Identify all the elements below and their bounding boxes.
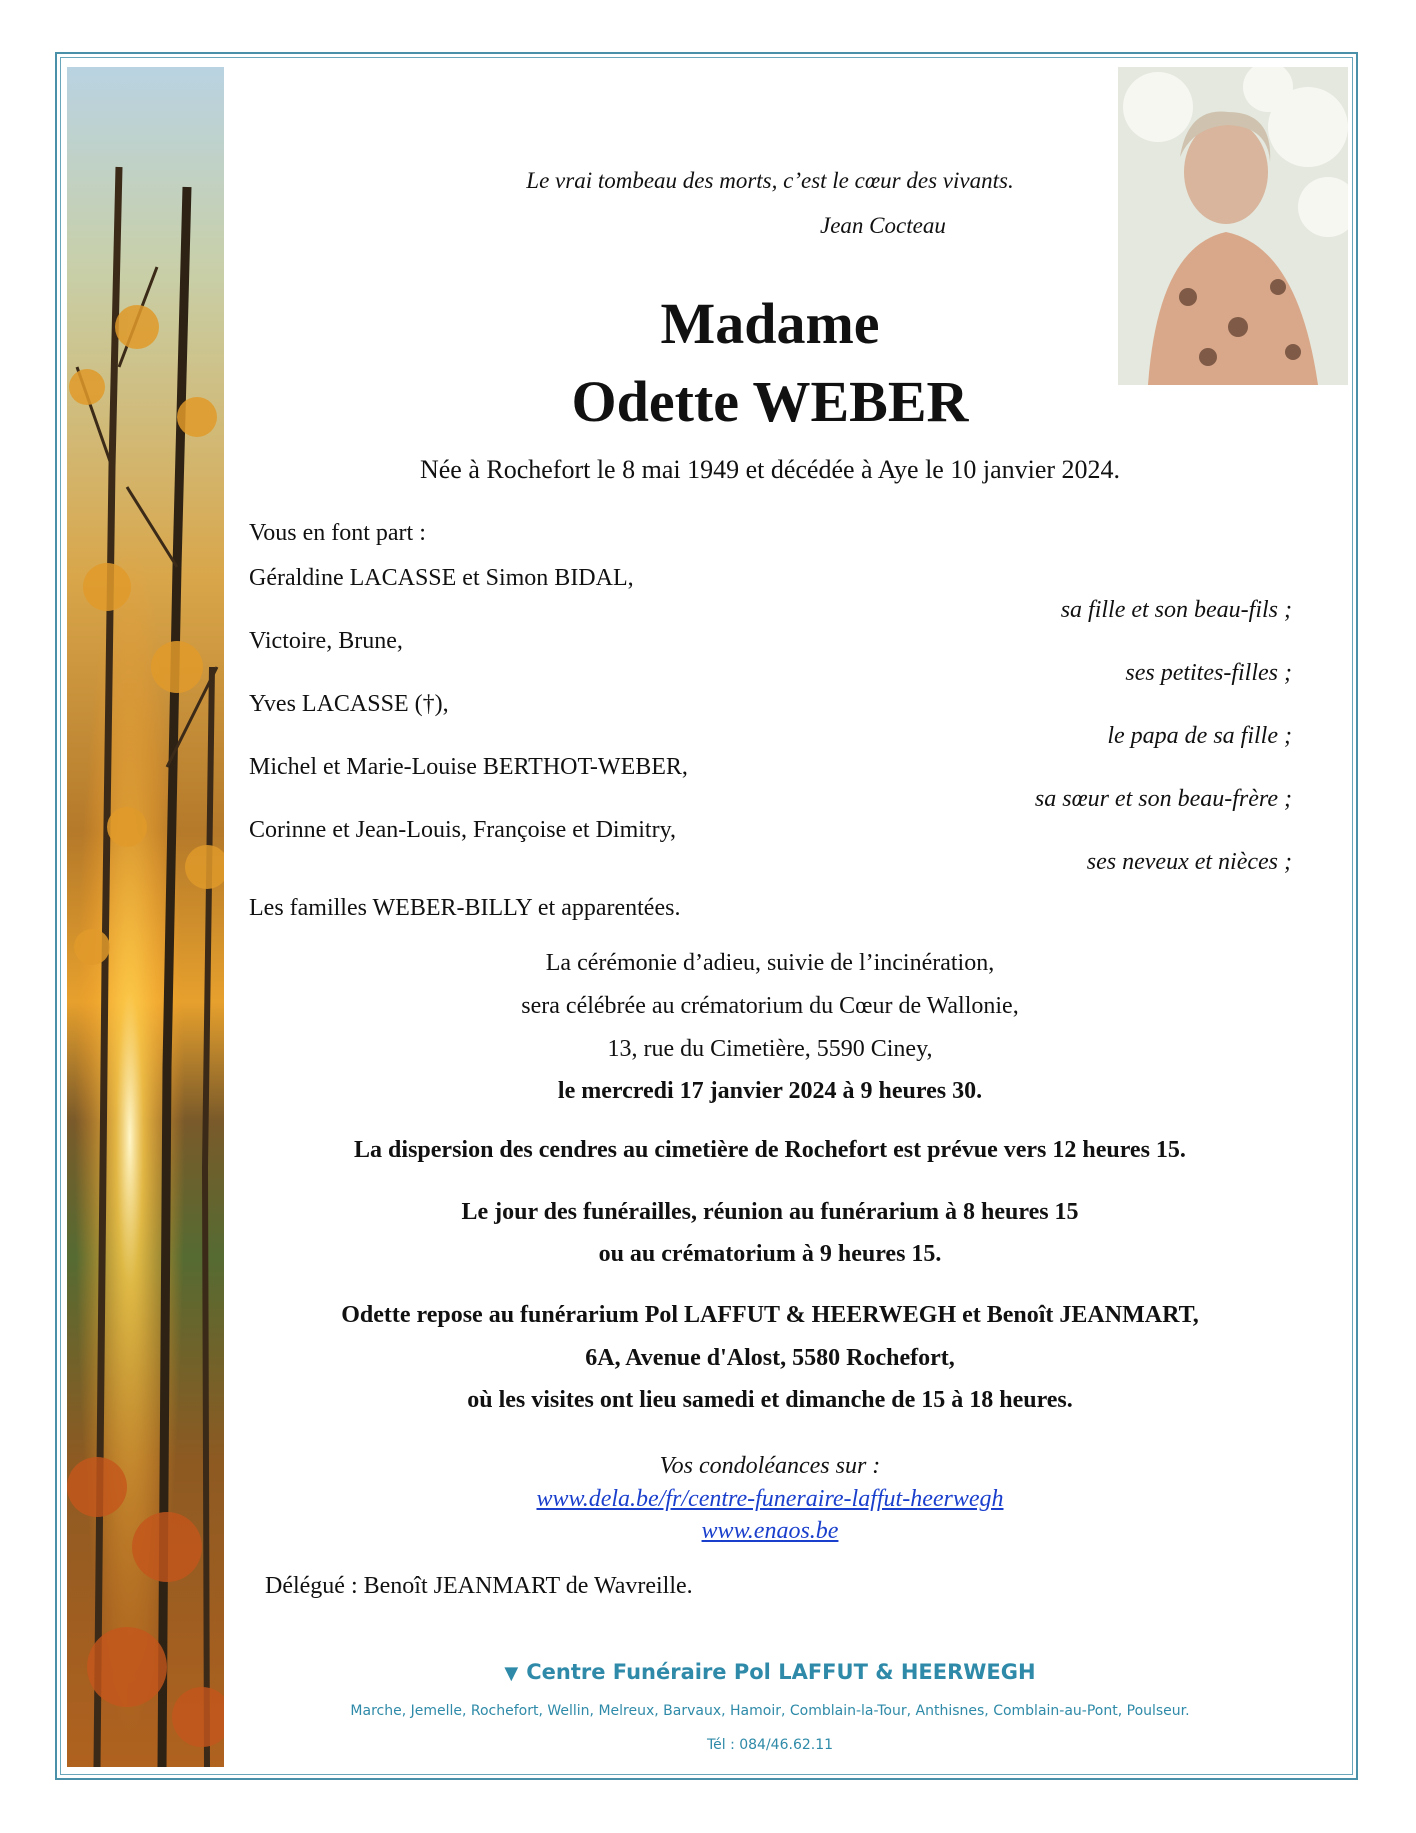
family-relation-0: sa fille et son beau-fils ; <box>1060 597 1292 623</box>
family-intro: Vous en font part : <box>249 520 426 546</box>
condolences-link-dela[interactable]: www.dela.be/fr/centre-funeraire-laffut-heerwegh <box>536 1486 1004 1512</box>
ceremony-line-1: La cérémonie d’adieu, suivie de l’incinération, <box>545 950 995 976</box>
family-relation-3: sa sœur et son beau-frère ; <box>1034 786 1292 812</box>
gathering-line-1: Le jour des funérailles, réunion au funérarium à 8 heures 15 <box>461 1199 1079 1225</box>
family-names-0: Géraldine LACASSE et Simon BIDAL, <box>249 565 634 591</box>
ceremony-date: le mercredi 17 janvier 2024 à 9 heures 30. <box>557 1078 983 1104</box>
family-names-1: Victoire, Brune, <box>249 628 403 654</box>
family-names-2: Yves LACASSE (†), <box>249 691 449 717</box>
visitation-line-1: Odette repose au funérarium Pol LAFFUT & HEERWEGH et Benoît JEANMART, <box>341 1302 1199 1328</box>
visitation-line-2: 6A, Avenue d'Alost, 5580 Rochefort, <box>585 1345 955 1371</box>
dispersion-notice: La dispersion des cendres au cimetière de Rochefort est prévue vers 12 heures 15. <box>354 1137 1186 1163</box>
funeral-home-towns: Marche, Jemelle, Rochefort, Wellin, Melreux, Barvaux, Hamoir, Comblain-la-Tour, Anthisnes, Comblain-au-Pont, Poulseur. <box>350 1703 1190 1719</box>
funeral-home-phone: Tél : 084/46.62.11 <box>706 1737 834 1753</box>
family-relation-1: ses petites-filles ; <box>1125 660 1292 686</box>
triangle-down-icon: ▼ <box>504 1663 519 1684</box>
epigraph-quote: Le vrai tombeau des morts, c’est le cœur des vivants. <box>526 168 1014 193</box>
condolences-label: Vos condoléances sur : <box>659 1453 881 1479</box>
birth-death-line: Née à Rochefort le 8 mai 1949 et décédée à Aye le 10 janvier 2024. <box>419 455 1121 484</box>
family-names-3: Michel et Marie-Louise BERTHOT-WEBER, <box>249 754 688 780</box>
family-relation-2: le papa de sa fille ; <box>1107 723 1292 749</box>
visitation-line-3: où les visites ont lieu samedi et dimanche de 15 à 18 heures. <box>467 1387 1073 1413</box>
family-names-4: Corinne et Jean-Louis, Françoise et Dimitry, <box>249 817 677 843</box>
autumn-forest-image <box>67 67 224 1767</box>
ceremony-line-2: sera célébrée au crématorium du Cœur de Wallonie, <box>521 993 1019 1019</box>
title-honorific: Madame <box>660 291 880 356</box>
autumn-forest-illustration <box>67 67 224 1767</box>
family-relation-4: ses neveux et nièces ; <box>1086 849 1292 875</box>
gathering-line-2: ou au crématorium à 9 heures 15. <box>598 1241 942 1267</box>
condolences-link-enaos[interactable]: www.enaos.be <box>701 1518 839 1544</box>
title-name: Odette WEBER <box>571 369 969 434</box>
epigraph-author: Jean Cocteau <box>820 213 946 238</box>
funeral-home-name <box>230 1660 1310 1684</box>
funeral-home-name-text: Centre Funéraire Pol LAFFUT & HEERWEGH <box>526 1660 1036 1684</box>
delegate-line: Délégué : Benoît JEANMART de Wavreille. <box>265 1573 693 1599</box>
ceremony-line-3: 13, rue du Cimetière, 5590 Ciney, <box>607 1036 933 1062</box>
family-closing: Les familles WEBER-BILLY et apparentées. <box>249 895 681 921</box>
